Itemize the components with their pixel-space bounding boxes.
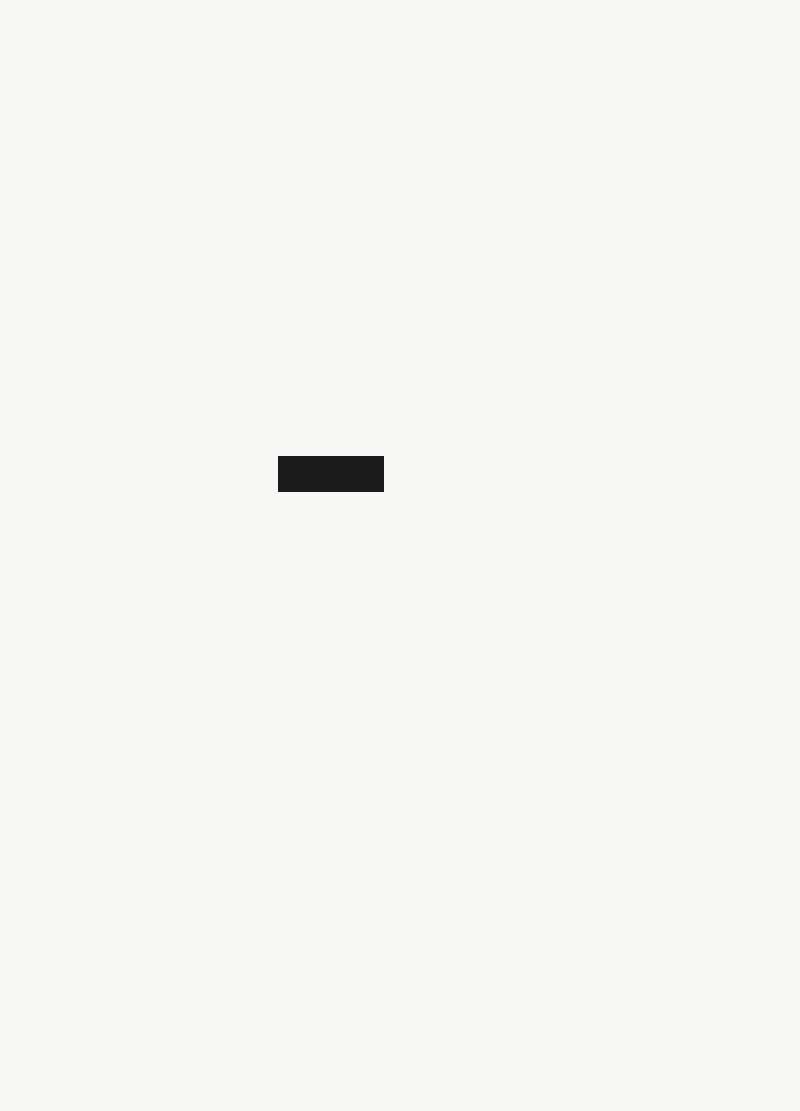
test-banner <box>278 456 384 492</box>
